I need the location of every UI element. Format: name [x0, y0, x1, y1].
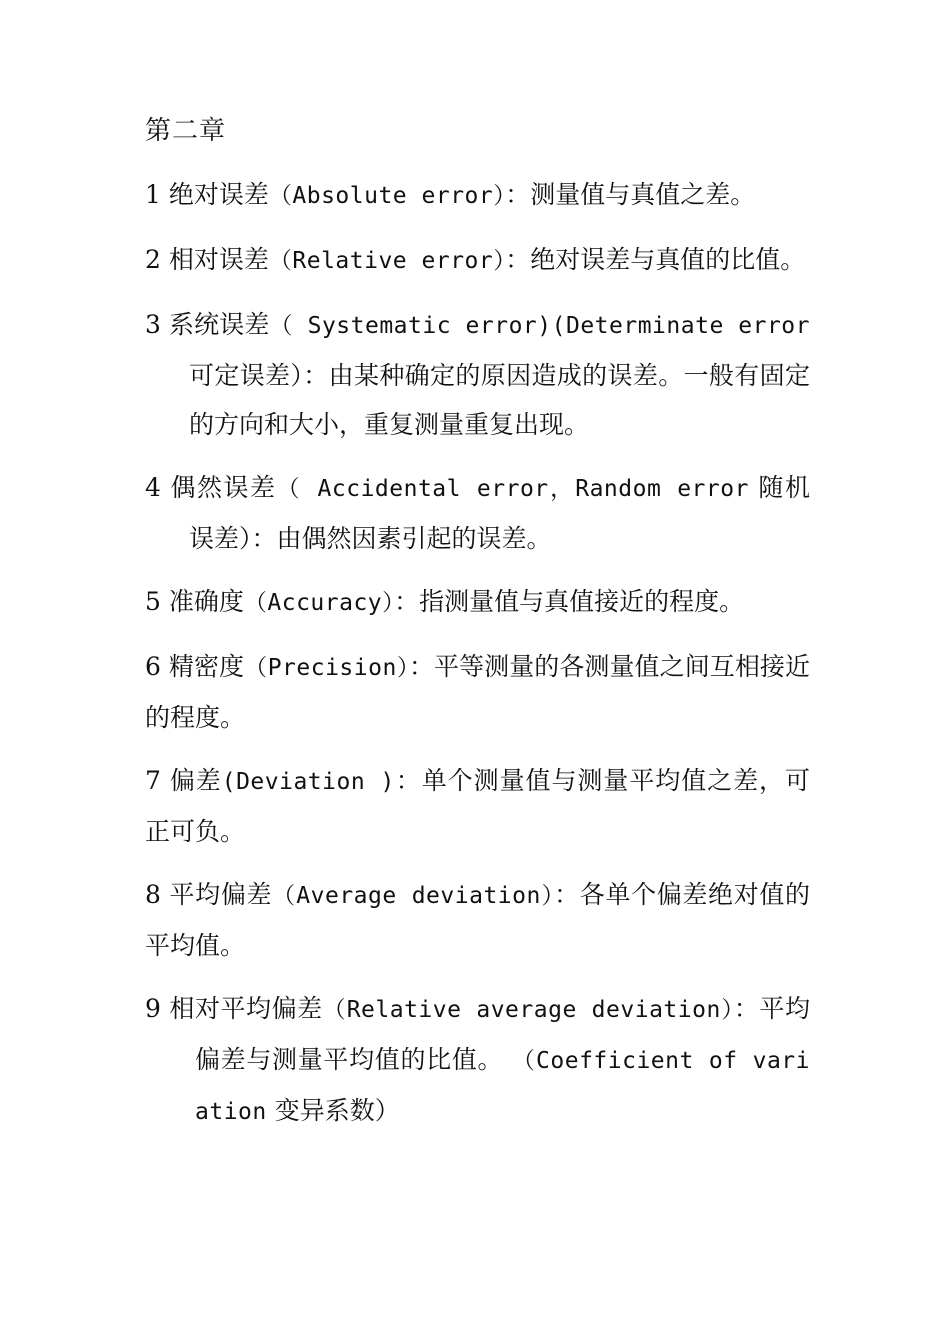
term-definition: ：指测量值与真值接近的程度。 — [394, 587, 745, 616]
item-number: 3 — [145, 310, 161, 339]
term-chinese: 平均偏差 — [169, 880, 273, 909]
definition-item-9 — [145, 984, 810, 1137]
definition-item-5 — [145, 577, 810, 628]
term-chinese: 偏差 — [169, 766, 222, 795]
definition-item-7 — [145, 756, 810, 856]
term-english: (Deviation ) — [221, 769, 395, 795]
term-english: （Accuracy） — [243, 590, 395, 616]
term-definition: ：绝对误差与真值的比值。 — [505, 245, 806, 274]
definition-item-6 — [145, 642, 810, 742]
definition-item-2 — [145, 235, 810, 286]
term-chinese: 精密度 — [168, 652, 245, 681]
term-english: （Absolute error） — [268, 183, 506, 209]
term-definition: ：平等测量的各测量值之间互相接近的程度。 — [145, 652, 810, 732]
term-chinese: 偶然误差 — [170, 473, 277, 502]
term-alt-english: （Coefficient of variation — [195, 1048, 810, 1125]
term-chinese: 系统误差 — [168, 310, 270, 339]
item-number: 9 — [145, 994, 161, 1023]
item-number: 8 — [145, 880, 161, 909]
term-english: （ Accidental error，Random error — [276, 476, 749, 502]
term-definition: ：平均偏差与测量平均值的比值。 — [195, 994, 810, 1074]
term-english: （Average deviation） — [272, 883, 555, 909]
item-number: 7 — [145, 766, 161, 795]
term-definition: ：测量值与真值之差。 — [505, 180, 756, 209]
definition-item-3 — [145, 300, 810, 449]
item-number: 1 — [145, 180, 161, 209]
term-chinese: 相对误差 — [168, 245, 269, 274]
term-definition: 可定误差）：由某种确定的原因造成的误差。一般有固定的方向和大小，重复测量重复出现。 — [189, 361, 810, 439]
item-number: 2 — [145, 245, 161, 274]
item-number: 5 — [145, 587, 161, 616]
term-chinese: 相对平均偏差 — [169, 994, 323, 1023]
term-definition: 随机误差）：由偶然因素引起的误差。 — [189, 473, 810, 553]
term-english: （Relative error） — [268, 248, 506, 274]
term-definition: ：单个测量值与测量平均值之差，可正可负。 — [145, 766, 810, 846]
term-english: （Relative average deviation） — [322, 997, 734, 1023]
definition-item-8 — [145, 870, 810, 970]
document-page — [145, 108, 810, 1151]
item-number: 6 — [145, 652, 161, 681]
definition-item-1 — [145, 170, 810, 221]
item-number: 4 — [145, 473, 161, 502]
chapter-heading: 第二章 — [145, 116, 227, 146]
term-english: （ Systematic error)(Determinate error — [269, 313, 810, 339]
definition-item-4 — [145, 463, 810, 563]
term-alt-chinese: 变异系数） — [266, 1096, 400, 1125]
term-chinese: 准确度 — [168, 587, 244, 616]
term-chinese: 绝对误差 — [168, 180, 269, 209]
term-english: （Precision） — [244, 655, 409, 681]
term-definition: ：各单个偏差绝对值的平均值。 — [145, 880, 810, 960]
